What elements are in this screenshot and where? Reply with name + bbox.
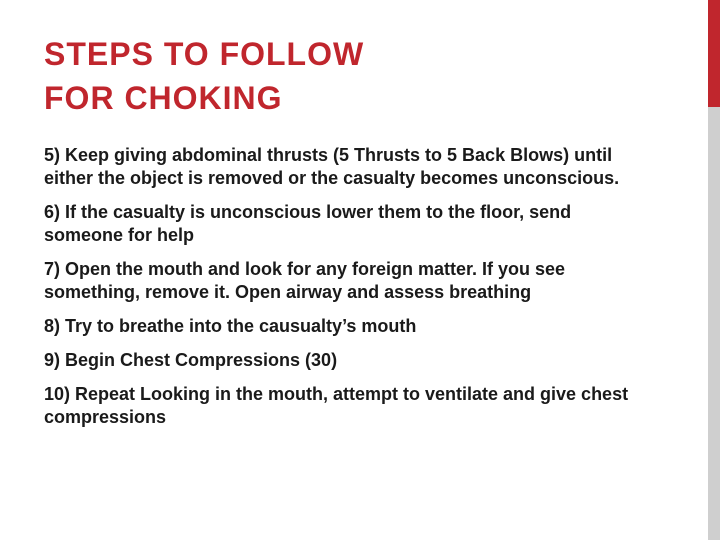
step-6: 6) If the casualty is unconscious lower them to the floor, send someone for help <box>44 202 572 245</box>
step-9: 9) Begin Chest Compressions (30) <box>44 350 338 370</box>
slide-title-line-1: STEPS TO FOLLOW <box>44 36 365 72</box>
steps-list <box>44 144 644 440</box>
slide-title-line-2: FOR CHOKING <box>44 80 283 116</box>
accent-bar-grey <box>708 107 720 540</box>
slide-title <box>44 32 664 120</box>
step-7: 7) Open the mouth and look for any foreign matter. If you see something, remove it. Open airway and assess breathing <box>44 259 566 302</box>
step-5: 5) Keep giving abdominal thrusts (5 Thrusts to 5 Back Blows) until either the object is removed or the casualty becomes unconscious. <box>44 145 620 188</box>
step-8: 8) Try to breathe into the causualty’s mouth <box>44 316 417 336</box>
accent-bar-red <box>708 0 720 107</box>
step-10: 10) Repeat Looking in the mouth, attempt to ventilate and give chest compressions <box>44 384 629 427</box>
